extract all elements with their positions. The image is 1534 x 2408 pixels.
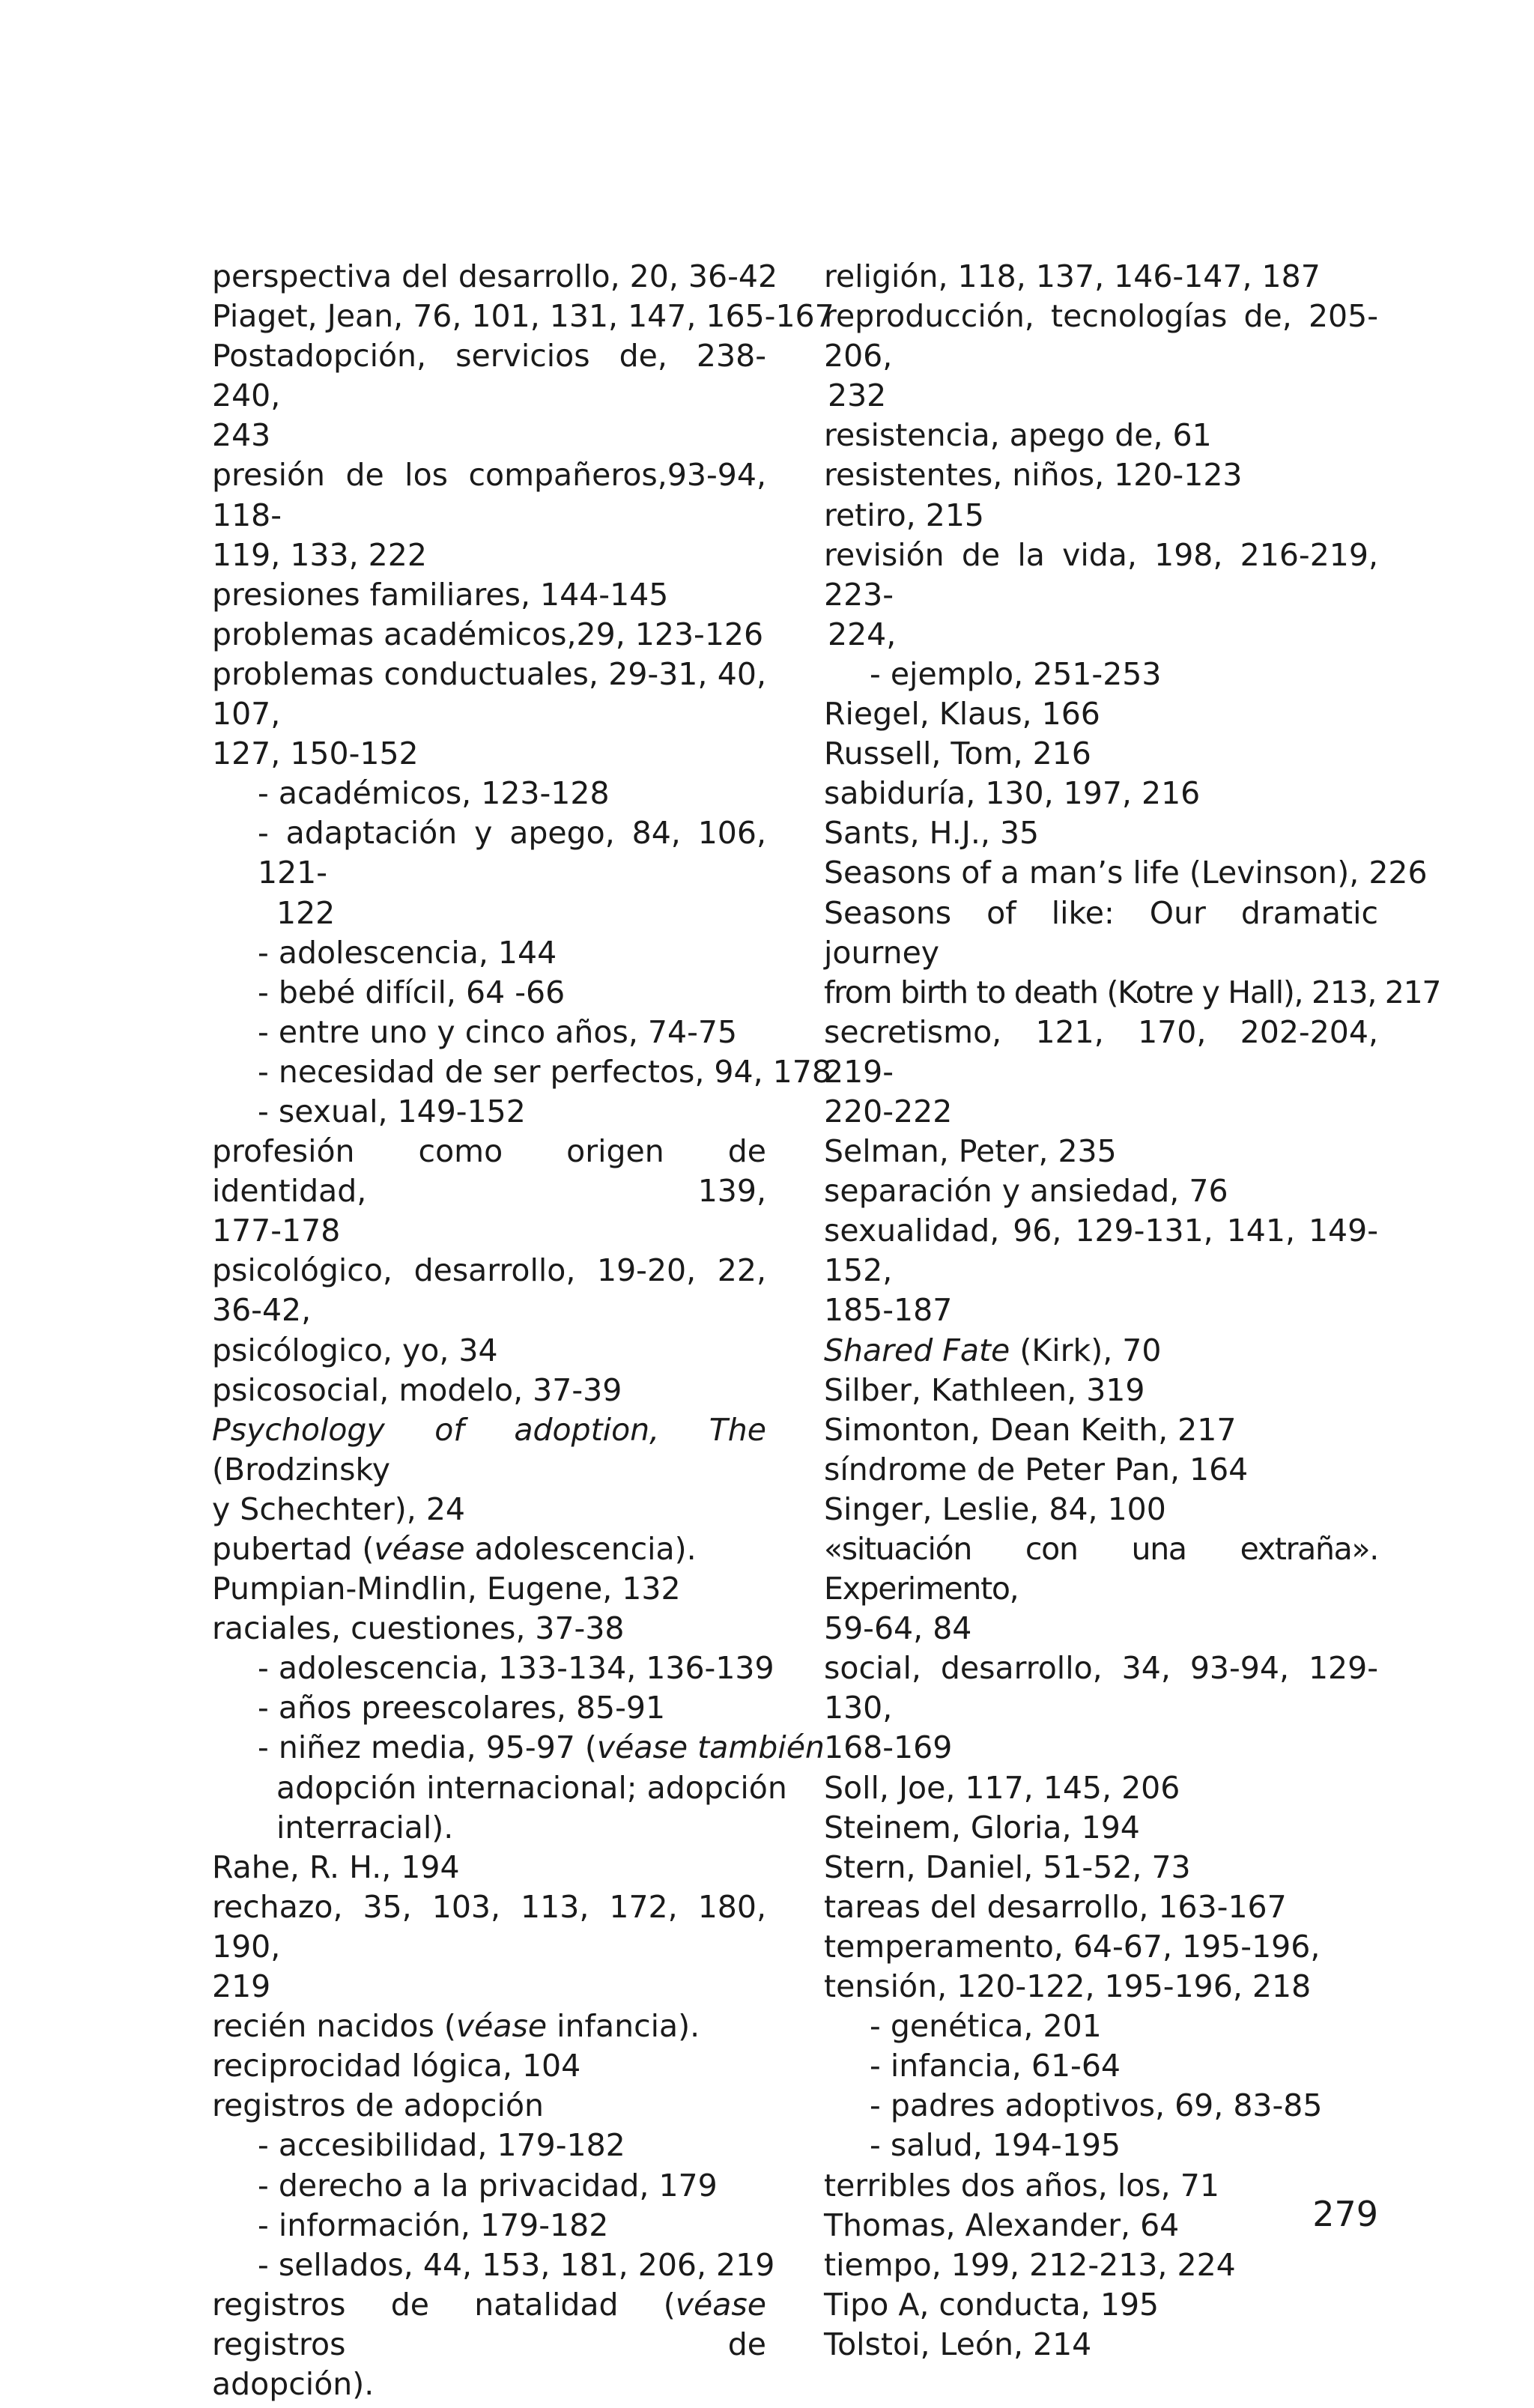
- index-entry-line: [824, 297, 1378, 376]
- index-entry-text: perspectiva del desarrollo, 20, 36-42: [212, 258, 778, 294]
- index-entry-text: Sants, H.J., 35: [824, 815, 1040, 852]
- index-entry-text: Riegel, Klaus, 166: [824, 696, 1100, 733]
- index-entry-line: [824, 536, 1389, 615]
- index-entry-line: [212, 1967, 766, 2007]
- index-entry-line: [824, 1171, 1378, 1211]
- index-entry-text: - información, 179-182: [258, 2207, 609, 2243]
- index-entry-line: [212, 2285, 777, 2365]
- index-entry-text: - adolescencia, 144: [258, 934, 557, 971]
- index-entry-text: reproducción, tecnologías de, 205-206,: [824, 298, 1378, 374]
- index-entry-line: [212, 615, 766, 655]
- index-entry-text: Piaget, Jean, 76, 101, 131, 147, 165-167: [212, 298, 834, 335]
- index-entry-line: [824, 376, 1378, 416]
- index-entry-line: [824, 2245, 1378, 2285]
- index-entry-line: [212, 1132, 777, 1211]
- index-entry-line: [212, 1569, 766, 1609]
- index-entry-text: presión de los compañeros,93-94, 118-: [212, 457, 777, 533]
- index-entry-line: [212, 297, 834, 336]
- index-entry-text: from birth to death (Kotre y Hall), 213, 217: [824, 974, 1441, 1010]
- index-entry-text: Tipo A, conducta, 195: [824, 2286, 1159, 2323]
- index-entry-text: resistentes, niños, 120-123: [824, 457, 1243, 494]
- index-entry-line: [824, 973, 1441, 1013]
- index-entry-line: [824, 774, 1378, 813]
- index-entry-text: 243: [212, 417, 271, 454]
- index-entry-line: [212, 2007, 766, 2046]
- index-entry-line: [824, 1848, 1378, 1887]
- index-entry-line: [212, 1688, 766, 1728]
- index-entry-line: [824, 694, 1378, 734]
- index-entry-text: - salud, 194-195: [870, 2127, 1121, 2164]
- index-entry-text: - sexual, 149-152: [258, 1093, 526, 1129]
- index-entry-text: reciprocidad lógica, 104: [212, 2048, 581, 2084]
- index-entry-line: [212, 336, 766, 416]
- index-entry-line: [824, 257, 1378, 297]
- index-entry-text: - genética, 201: [870, 2008, 1102, 2045]
- index-entry-line: [212, 1331, 766, 1371]
- index-entry-text: 219: [212, 1968, 271, 2005]
- index-entry-line: [212, 416, 766, 455]
- index-entry-text: temperamento, 64-67, 195-196,: [824, 1928, 1321, 1965]
- index-entry-line: [824, 1132, 1378, 1171]
- index-entry-text: separación y ansiedad, 76: [824, 1173, 1228, 1210]
- index-column-left: [212, 257, 834, 2404]
- index-entry-line: [824, 2086, 1378, 2126]
- index-entry-line: [824, 1013, 1389, 1092]
- index-entry-line: [212, 1808, 766, 1848]
- index-entry-line: [212, 1768, 787, 1808]
- index-entry-line: [212, 894, 766, 933]
- index-entry-text: 59-64, 84: [824, 1610, 972, 1647]
- index-entry-text: problemas académicos,29, 123-126: [212, 616, 764, 652]
- index-entry-text: registros de: [212, 2286, 777, 2362]
- index-entry-line: [824, 1490, 1378, 1529]
- index-entry-text: social, desarrollo, 34, 93-94, 129-130,: [824, 1650, 1378, 1726]
- index-entry-text: 122: [276, 894, 336, 931]
- index-entry-text: 185-187: [824, 1292, 953, 1329]
- index-entry-text: 119, 133, 222: [212, 536, 427, 573]
- index-entry-line: [212, 1092, 766, 1132]
- index-entry-text: - sellados, 44, 153, 181, 206, 219: [258, 2246, 775, 2283]
- index-entry-line: [824, 894, 1389, 973]
- index-entry-text: 220-222: [824, 1093, 953, 1129]
- index-entry-text: - adaptación y apego, 84, 106, 121-: [258, 815, 777, 891]
- index-entry-line: [212, 2365, 766, 2404]
- index-entry-line: [824, 1649, 1378, 1728]
- index-entry-line: [212, 1211, 766, 1251]
- index-entry-line: [212, 1728, 825, 1768]
- index-entry-line: [212, 1251, 777, 1330]
- index-entry-text: - ejemplo, 251-253: [870, 655, 1162, 692]
- index-entry-text: Postadopción, servicios de, 238-240,: [212, 338, 766, 414]
- index-entry-line: [824, 1768, 1378, 1808]
- index-entry-line: [212, 734, 766, 774]
- index-entry-text: resistencia, apego de, 61: [824, 417, 1212, 454]
- index-entry-text: Thomas, Alexander, 64: [824, 2207, 1180, 2243]
- index-entry-text: Rahe, R. H., 194: [212, 1849, 460, 1885]
- index-entry-text: Steinem, Gloria, 194: [824, 1809, 1140, 1846]
- index-entry-line: [212, 655, 777, 734]
- index-entry-line: [824, 496, 1378, 536]
- index-entry-line: [212, 1848, 766, 1887]
- index-entry-line: [824, 1927, 1378, 1967]
- index-entry-text: 232: [828, 377, 887, 414]
- index-entry-text: interracial).: [276, 1809, 454, 1846]
- index-entry-text: Tolstoi, León, 214: [824, 2326, 1092, 2362]
- index-entry-see-reference: véase: [455, 2008, 548, 2045]
- index-entry-line: [824, 2325, 1378, 2365]
- index-entry-line: [824, 615, 1378, 655]
- index-entry-line: [212, 1410, 777, 1490]
- index-entry-text: «situación con una extraña». Experimento,: [824, 1531, 1387, 1607]
- index-entry-text: Russell, Tom, 216: [824, 736, 1091, 772]
- index-entry-line: [824, 1808, 1378, 1848]
- index-entry-line: [824, 1450, 1378, 1490]
- index-entry-see-reference: véase: [374, 1531, 465, 1567]
- index-entry-text: psicosocial, modelo, 37-39: [212, 1371, 622, 1408]
- index-entry-line: [824, 1371, 1378, 1410]
- index-entry-line: [824, 1410, 1378, 1450]
- index-entry-line: [824, 813, 1378, 853]
- index-entry-text: profesión como origen de identidad, 139,: [212, 1133, 777, 1210]
- index-entry-text: pubertad (: [212, 1531, 375, 1567]
- index-entry-text: tensión, 120-122, 195-196, 218: [824, 1968, 1312, 2005]
- index-entry-text: presiones familiares, 144-145: [212, 576, 669, 613]
- index-entry-text: adopción).: [212, 2365, 375, 2402]
- index-entry-text: problemas conductuales, 29-31, 40, 107,: [212, 655, 777, 733]
- index-entry-line: [824, 2285, 1378, 2325]
- index-entry-text: registros de natalidad (: [212, 2286, 676, 2323]
- index-entry-line: [824, 655, 1378, 694]
- index-entry-text: Seasons of a man’s life (Levinson), 226: [824, 855, 1428, 891]
- index-entry-text: sexualidad, 96, 129-131, 141, 149-152,: [824, 1213, 1378, 1289]
- index-entry-text: registros de adopción: [212, 2087, 545, 2124]
- index-entry-line: [824, 1887, 1378, 1927]
- index-entry-line: [824, 1728, 1378, 1768]
- index-entry-text: tareas del desarrollo, 163-167: [824, 1888, 1287, 1925]
- index-entry-line: [824, 734, 1378, 774]
- index-entry-line: [212, 1371, 766, 1410]
- index-entry-line: [824, 1609, 1378, 1649]
- index-entry-text: Silber, Kathleen, 319: [824, 1371, 1145, 1408]
- index-entry-line: [212, 1609, 766, 1649]
- index-entry-line: [212, 2086, 766, 2126]
- index-entry-line: [212, 2206, 766, 2245]
- index-entry-text: - entre uno y cinco años, 74-75: [258, 1013, 738, 1050]
- index-entry-line: [212, 1887, 777, 1967]
- index-entry-line: [212, 933, 766, 973]
- index-column-right: [824, 257, 1441, 2365]
- index-entry-line: [212, 813, 777, 893]
- index-entry-text: tiempo, 199, 212-213, 224: [824, 2246, 1236, 2283]
- index-entry-text: adopción internacional; adopción: [276, 1769, 787, 1806]
- index-entry-line: [824, 1092, 1378, 1132]
- index-entry-text: revisión de la vida, 198, 216-219, 223-: [824, 536, 1389, 613]
- index-entry-text: religión, 118, 137, 146-147, 187: [824, 258, 1321, 294]
- index-entry-line: [212, 536, 766, 575]
- index-entry-text: - derecho a la privacidad, 179: [258, 2167, 718, 2204]
- index-entry-line: [212, 455, 777, 535]
- index-entry-text: - necesidad de ser perfectos, 94, 178: [258, 1053, 831, 1090]
- index-entry-text: 127, 150-152: [212, 736, 419, 772]
- index-entry-text: Simonton, Dean Keith, 217: [824, 1411, 1237, 1448]
- index-entry-line: [212, 575, 766, 615]
- index-entry-line: [824, 2166, 1378, 2206]
- index-entry-text: Stern, Daniel, 51-52, 73: [824, 1849, 1191, 1885]
- index-entry-line: [212, 2126, 766, 2165]
- index-entry-text: - accesibilidad, 179-182: [258, 2127, 625, 2164]
- index-entry-text: infancia).: [547, 2008, 700, 2045]
- index-entry-line: [212, 1013, 766, 1052]
- index-entry-text: Seasons of like: Our dramatic journey: [824, 894, 1389, 971]
- index-entry-line: [212, 1529, 766, 1569]
- index-entry-text: terribles dos años, los, 71: [824, 2167, 1219, 2204]
- index-entry-text: y Schechter), 24: [212, 1490, 465, 1527]
- index-entry-title: Shared Fate: [824, 1332, 1010, 1368]
- index-entry-text: retiro, 215: [824, 497, 985, 533]
- index-entry-text: Singer, Leslie, 84, 100: [824, 1490, 1166, 1527]
- index-entry-line: [824, 455, 1378, 495]
- index-entry-text: síndrome de Peter Pan, 164: [824, 1451, 1249, 1487]
- index-entry-line: [212, 1649, 774, 1688]
- index-entry-text: 224,: [828, 616, 897, 652]
- index-entry-text: recién nacidos (: [212, 2008, 456, 2045]
- index-entry-line: [824, 2046, 1378, 2086]
- index-entry-text: 177-178: [212, 1213, 341, 1249]
- index-entry-line: [212, 2245, 775, 2285]
- index-entry-text: Pumpian-Mindlin, Eugene, 132: [212, 1571, 681, 1607]
- index-entry-text: (Kirk), 70: [1010, 1332, 1162, 1368]
- index-entry-line: [212, 774, 766, 813]
- index-entry-line: [824, 2007, 1378, 2046]
- index-entry-line: [212, 2166, 766, 2206]
- index-entry-title: Psychology of adoption, The: [212, 1411, 766, 1448]
- index-entry-see-reference: véase también: [596, 1729, 825, 1766]
- index-entry-text: Soll, Joe, 117, 145, 206: [824, 1769, 1180, 1806]
- index-entry-line: [824, 2126, 1378, 2165]
- index-entry-line: [824, 1211, 1378, 1291]
- index-entry-text: - infancia, 61-64: [870, 2048, 1121, 2084]
- index-entry-text: (Brodzinsky: [212, 1411, 777, 1487]
- index-entry-line: [212, 1052, 831, 1092]
- index-entry-text: secretismo, 121, 170, 202-204, 219-: [824, 1013, 1389, 1090]
- index-entry-line: [212, 973, 766, 1013]
- index-entry-line: [212, 2046, 766, 2086]
- index-entry-line: [824, 416, 1378, 455]
- index-entry-text: psicológico, desarrollo, 19-20, 22, 36-42,: [212, 1252, 777, 1329]
- index-entry-text: rechazo, 35, 103, 113, 172, 180, 190,: [212, 1888, 777, 1965]
- index-entry-text: Selman, Peter, 235: [824, 1133, 1117, 1170]
- index-entry-line: [824, 1967, 1378, 2007]
- index-entry-see-reference: véase: [675, 2286, 766, 2323]
- page-number: 279: [1312, 2194, 1378, 2234]
- index-entry-text: psicólogico, yo, 34: [212, 1332, 498, 1368]
- index-entry-text: sabiduría, 130, 197, 216: [824, 775, 1201, 812]
- index-entry-text: - niñez media, 95-97 (: [258, 1729, 597, 1766]
- index-entry-line: [824, 1529, 1387, 1609]
- index-entry-text: - adolescencia, 133-134, 136-139: [258, 1650, 774, 1687]
- index-entry-line: [824, 1331, 1378, 1371]
- index-entry-text: adolescencia).: [464, 1531, 697, 1567]
- index-entry-text: - padres adoptivos, 69, 83-85: [870, 2087, 1323, 2124]
- index-entry-text: - académicos, 123-128: [258, 775, 610, 812]
- index-entry-line: [212, 257, 778, 297]
- index-entry-text: - bebé difícil, 64 -66: [258, 974, 566, 1010]
- index-entry-line: [212, 1490, 766, 1529]
- index-entry-line: [824, 853, 1428, 893]
- index-entry-text: 168-169: [824, 1729, 953, 1766]
- index-entry-line: [824, 2206, 1378, 2245]
- index-entry-line: [824, 1291, 1378, 1330]
- index-entry-text: - años preescolares, 85-91: [258, 1690, 666, 1726]
- index-entry-text: raciales, cuestiones, 37-38: [212, 1610, 625, 1647]
